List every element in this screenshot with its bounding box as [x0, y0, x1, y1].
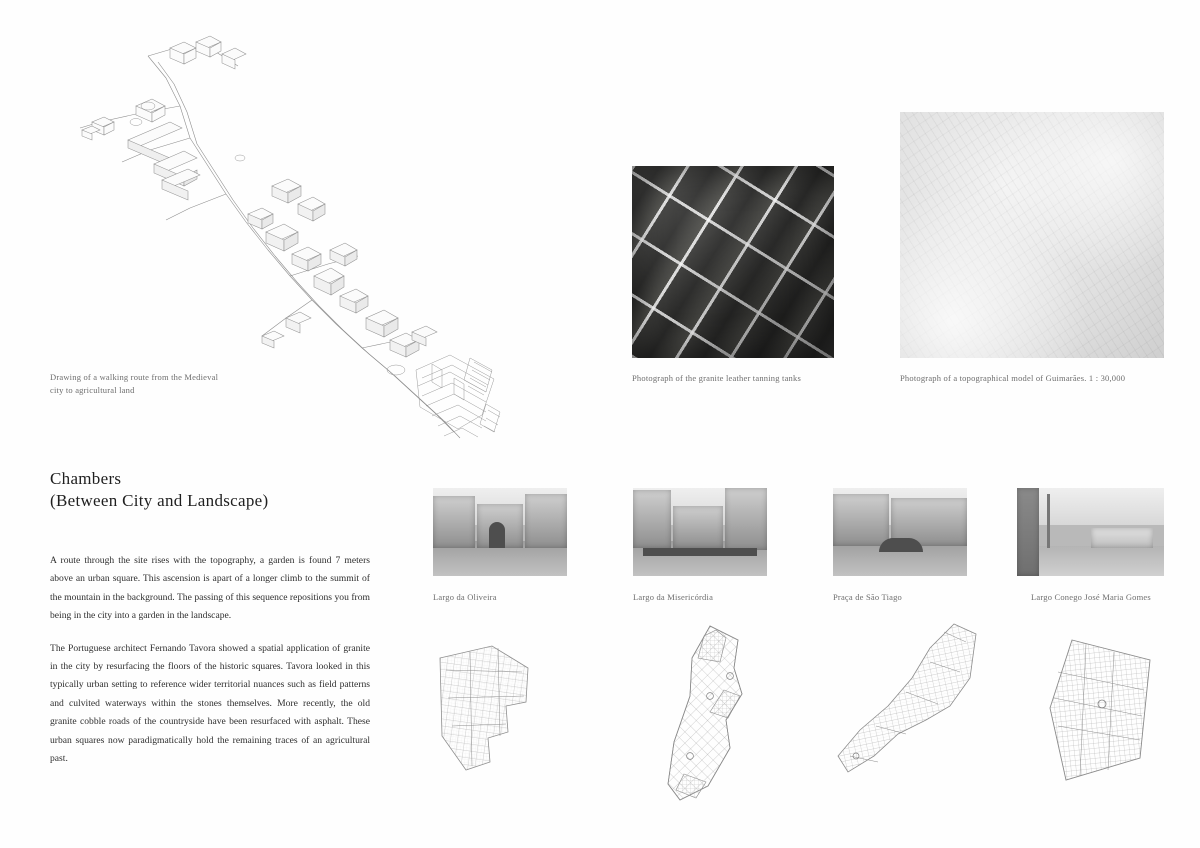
plan-drawing-largo-da-oliveira [430, 620, 590, 815]
caption-largo-da-misericordia: Largo da Misericórdia [633, 592, 714, 602]
caption-tanning-tanks: Photograph of the granite leather tanning tanks [632, 373, 801, 383]
photo-sky [1017, 488, 1164, 525]
photo-facade-right [725, 488, 767, 550]
photo-largo-da-oliveira [433, 488, 567, 576]
photo-pole [1047, 494, 1050, 548]
photo-facade-left [633, 490, 671, 548]
body-paragraph-2: The Portuguese architect Fernando Tavora showed a spatial application of granite in the city by resurfacing the floors of the historic squares. Tavora looked in this typically urban setting to reference wider territorial nuances such as field patterns and culvited waterways within the stones themselves. More recently, the old granite cobble roads of the countryside have been resurfaced with asphalt. These urban squares now paradigmatically hold the remaining traces of an agricultural past. [50, 642, 370, 765]
plan-drawing-largo-conego-jose-maria-gomes [1028, 620, 1188, 815]
caption-axonometric: Drawing of a walking route from the Medieval city to agricultural land [50, 372, 219, 395]
caption-topographical-model: Photograph of a topographical model of Guimarães. 1 : 30,000 [900, 373, 1126, 383]
photo-cars [643, 548, 757, 556]
photo-parasol [879, 538, 923, 552]
plan-drawing-praca-de-sao-tiago [828, 620, 988, 815]
caption-largo-da-oliveira: Largo da Oliveira [433, 592, 497, 602]
photo-praca-de-sao-tiago [833, 488, 967, 576]
photo-largo-conego-jose-maria-gomes [1017, 488, 1164, 576]
photo-facade-left [433, 496, 475, 548]
photo-largo-da-misericordia [633, 488, 767, 576]
body-paragraph-1: A route through the site rises with the topography, a garden is found 7 meters above an urban square. This ascension is apart of a longer climb to the summit of the mountain in the background. The passing of this sequence repositions you from being in the city into a garden in the landscape. [50, 555, 370, 622]
photo-facade-left [833, 494, 889, 546]
photo-ground [1017, 546, 1164, 576]
topographical-model-photo [900, 112, 1164, 358]
granite-tanning-tanks-photo [632, 166, 834, 358]
page-title-line-1: Chambers [50, 469, 122, 488]
page-title-line-2: (Between City and Landscape) [50, 491, 269, 511]
caption-praca-de-sao-tiago: Praça de São Tiago [833, 592, 902, 602]
photo-facade-center [673, 506, 723, 548]
photo-arch [489, 522, 505, 548]
page-title [50, 468, 380, 513]
photo-building-right [1091, 528, 1153, 548]
caption-largo-conego-jose-maria-gomes: Largo Conego José Maria Gomes [1031, 592, 1151, 602]
photo-facade-right [525, 494, 567, 548]
photo-wall-left [1017, 488, 1039, 576]
plan-drawing-largo-da-misericordia [630, 620, 790, 815]
body-text [50, 552, 370, 782]
